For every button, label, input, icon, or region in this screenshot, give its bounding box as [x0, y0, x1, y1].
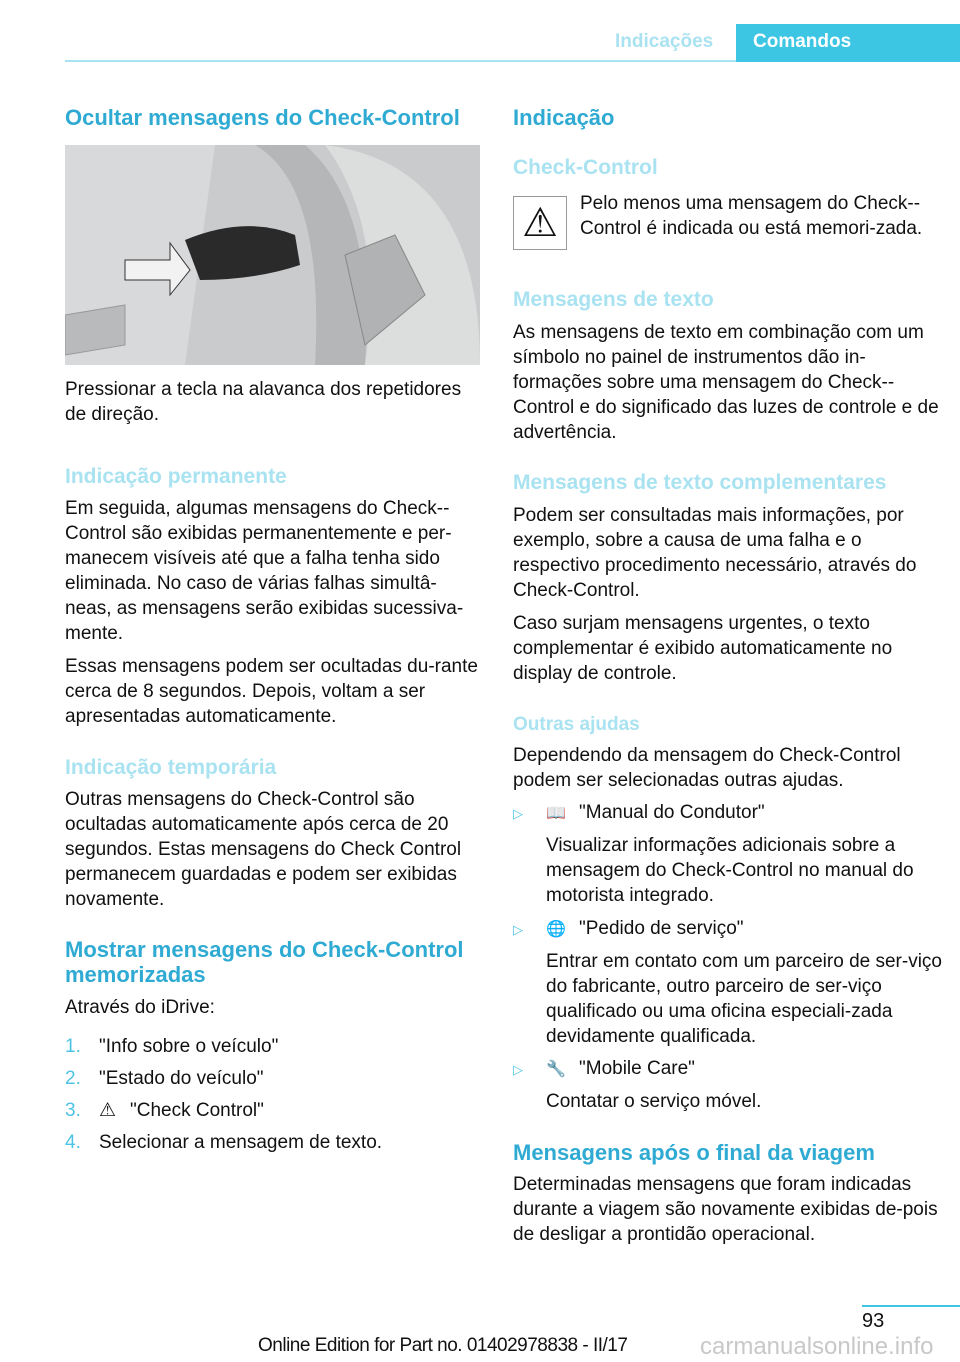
- bullet-triangle-icon: ▷: [513, 1062, 523, 1077]
- item-description: Contatar o serviço móvel.: [546, 1091, 762, 1112]
- paragraph: Através do iDrive:: [65, 997, 215, 1018]
- paragraph: Caso surjam mensagens urgentes, o texto complementar é exibido automaticamente no display de controle.: [513, 613, 893, 684]
- step-text: Selecionar a mensagem de texto.: [99, 1132, 383, 1153]
- paragraph: Outras mensagens do Check-Control são ocultadas automaticamente após cerca de 20 segundos. Estas mensagens do Check Control permanecem guardadas e podem ser exibidas novamente.: [65, 789, 462, 910]
- tab-indicacoes[interactable]: Indicações: [615, 31, 714, 52]
- list-item: [513, 1056, 943, 1082]
- steps-list: [65, 1034, 483, 1155]
- paragraph: Podem ser consultadas mais informações, por exemplo, sobre a causa de uma falha e o respectivo procedimento necessário, através do Check-Control.: [513, 505, 917, 601]
- edition-note: Online Edition for Part no. 01402978838 - II/17: [258, 1335, 628, 1356]
- subheading: Outras ajudas: [513, 714, 640, 735]
- step-number: 3.: [65, 1100, 81, 1121]
- watermark: carmanualsonline.info: [700, 1333, 934, 1360]
- right-column: [513, 105, 943, 1247]
- section-title: Mostrar mensagens do Check-Control memorizadas: [65, 937, 464, 987]
- bullet-triangle-icon: ▷: [513, 922, 523, 937]
- subheading: Check-Control: [513, 156, 658, 179]
- step-number: 4.: [65, 1132, 81, 1153]
- tab-comandos[interactable]: [736, 24, 960, 62]
- paragraph: Essas mensagens podem ser ocultadas du-rante cerca de 8 segundos. Depois, voltam a ser apresentadas automaticamente.: [65, 656, 478, 727]
- subheading: Indicação temporária: [65, 756, 277, 779]
- left-column: [65, 105, 483, 1155]
- section-title: Mensagens após o final da viagem: [513, 1140, 875, 1165]
- paragraph: Dependendo da mensagem do Check-Control podem ser selecionadas outras ajudas.: [513, 745, 901, 791]
- step-text: "Check Control": [130, 1100, 264, 1121]
- paragraph: Determinadas mensagens que foram indicadas durante a viagem são novamente exibidas de-pois de desligar a prontidão operacional.: [513, 1174, 938, 1245]
- paragraph: Pelo menos uma mensagem do Check--Control é indicada ou está memori-zada.: [580, 193, 923, 239]
- check-control-block: [513, 191, 943, 250]
- list-item: [65, 1098, 483, 1123]
- subheading: Indicação permanente: [65, 465, 287, 488]
- paragraph: Em seguida, algumas mensagens do Check--Control são exibidas permanentemente e per-manecem visíveis até que a falha tenha sido eliminada. No caso de várias falhas simultâ-neas, as mensagens serão exibidas sucessiva-mente.: [65, 498, 464, 644]
- bullet-triangle-icon: ▷: [513, 806, 523, 821]
- list-item: [513, 916, 943, 942]
- manual-book-icon: 📖: [546, 805, 566, 822]
- item-description: Visualizar informações adicionais sobre a mensagem do Check-Control no manual do motorista integrado.: [546, 835, 914, 906]
- paragraph: As mensagens de texto em combinação com um símbolo no painel de instrumentos dão in-formações sobre uma mensagem do Check--Control e do significado das luzes de controle e de advertência.: [513, 322, 939, 443]
- step-text: "Info sobre o veículo": [99, 1036, 279, 1057]
- item-label: "Pedido de serviço": [579, 918, 744, 939]
- item-description: Entrar em contato com um parceiro de ser-viço do fabricante, outro parceiro de ser-viço qualificado ou uma oficina especiali-zada devidamente qualificada.: [546, 951, 942, 1047]
- item-label: "Mobile Care": [579, 1058, 695, 1079]
- service-request-icon: 🌐: [546, 921, 566, 938]
- tab-comandos-label: Comandos: [753, 31, 852, 52]
- step-text: "Estado do veículo": [99, 1068, 264, 1089]
- subheading: Mensagens de texto: [513, 288, 714, 311]
- section-title: Ocultar mensagens do Check-Control: [65, 105, 460, 130]
- mobile-care-icon: 🔧: [546, 1061, 566, 1078]
- header-rule: [65, 60, 737, 62]
- footer-rule: [862, 1305, 960, 1307]
- list-item: [65, 1034, 483, 1059]
- section-title: Indicação: [513, 105, 615, 130]
- list-item: [513, 800, 943, 826]
- step-number: 2.: [65, 1068, 81, 1089]
- turn-signal-lever-illustration: [65, 145, 480, 365]
- page-number: 93: [862, 1310, 885, 1332]
- warning-triangle-icon: ⚠: [513, 196, 567, 250]
- list-item: [65, 1066, 483, 1091]
- subheading: Mensagens de texto complementares: [513, 471, 887, 494]
- warning-triangle-icon: ⚠: [99, 1100, 117, 1121]
- list-item: [65, 1130, 483, 1155]
- image-caption: Pressionar a tecla na alavanca dos repetidores de direção.: [65, 379, 462, 425]
- step-number: 1.: [65, 1036, 81, 1057]
- item-label: "Manual do Condutor": [579, 802, 765, 823]
